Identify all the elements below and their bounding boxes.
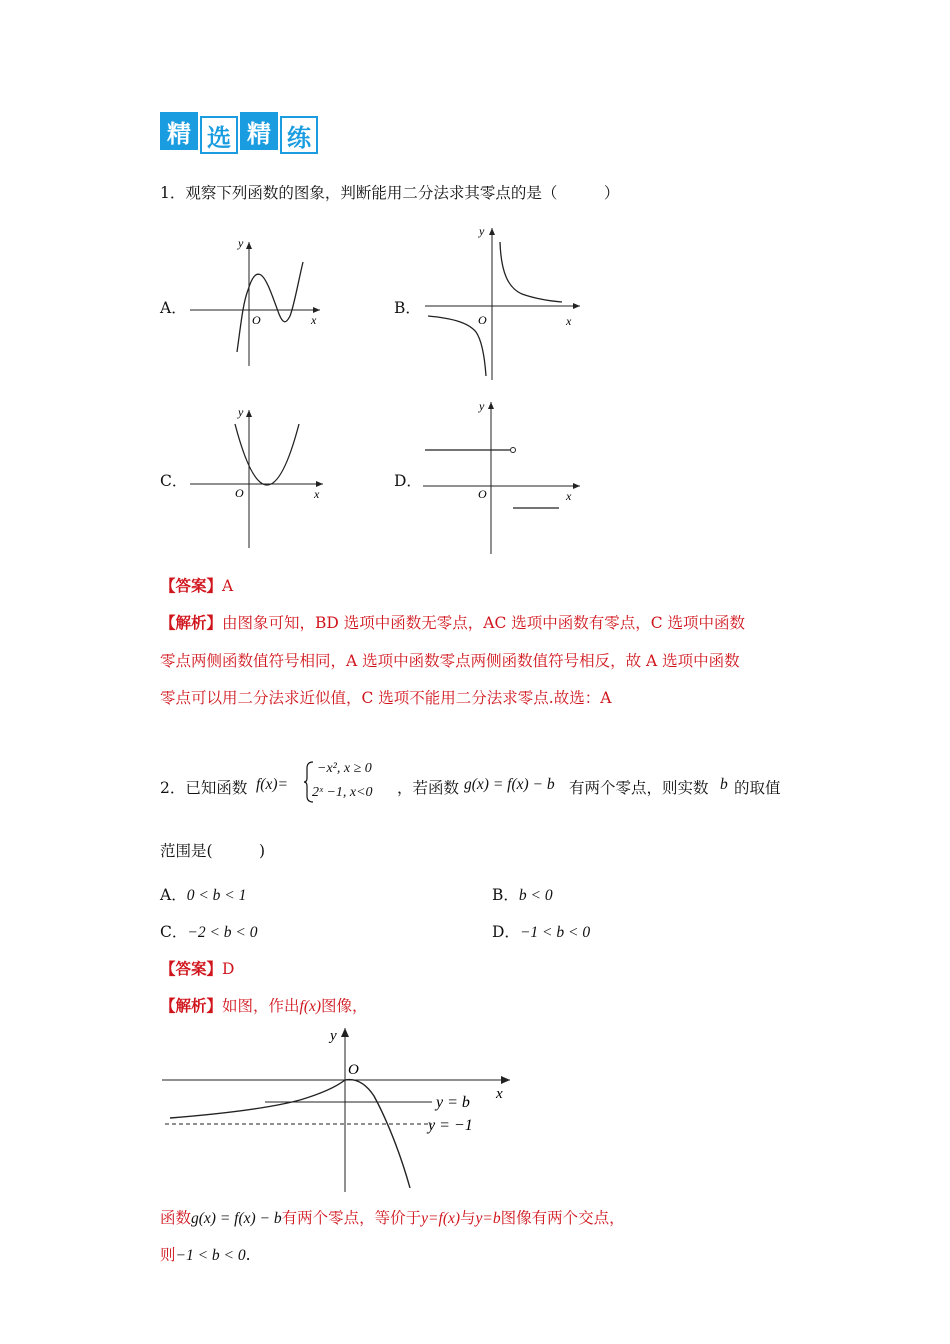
q1-option-d-label: D． (394, 472, 422, 490)
q2-option-d-label: D． (492, 923, 520, 941)
q2-option-d-text: −1 < b < 0 (519, 924, 591, 941)
q1-analysis-line1 (160, 611, 745, 633)
q2-option-b-text: b < 0 (518, 887, 553, 904)
q2-graph-origin-label: O (348, 1062, 359, 1078)
q2-option-c-text: −2 < b < 0 (187, 924, 258, 941)
q2-conclusion-line1 (160, 1206, 625, 1228)
graph-d-y-label: y (479, 399, 485, 413)
q2-conclusion-g: g(x) = f(x) − b (191, 1210, 282, 1227)
graph-d-origin-label: O (478, 487, 487, 501)
q2-conclusion-pre: 函数 (160, 1209, 192, 1227)
graph-b-y-label: y (479, 224, 485, 238)
q2-option-a-text: 0 < b < 1 (186, 887, 247, 904)
q1-graph-a (185, 228, 325, 370)
q1-answer-tag: 【答案】 (160, 576, 223, 595)
q2-stem-middle: ，若函数 (397, 779, 460, 797)
q2-g-def: g(x) = f(x) − b (464, 776, 555, 793)
q1-stem: 1．观察下列函数的图象，判断能用二分法求其零点的是（ ） (160, 184, 620, 202)
q2-stem-tail2: 的取值 (734, 779, 781, 797)
q1-option-a-label: A． (160, 299, 187, 317)
q1-graph-d (420, 396, 585, 556)
q1-graph-b (420, 222, 585, 382)
graph-d-x-label: x (566, 489, 572, 503)
q2-conclusion-and: 与 (460, 1209, 476, 1227)
q2-conclusion-line2-pre: 则 (160, 1246, 176, 1264)
q2-answer-tag: 【答案】 (160, 959, 223, 978)
q1-graph-c (185, 402, 330, 552)
logo-char-4: 练 (280, 116, 318, 154)
q2-option-b (492, 883, 553, 905)
q2-piece-1: −x², x ≥ 0 (317, 761, 372, 776)
q1-option-c-label: C． (160, 472, 188, 490)
q1-analysis-line2: 零点两侧函数值符号相同，A 选项中函数零点两侧函数值符号相反，故 A 选项中函数 (160, 652, 740, 670)
q2-option-b-label: B． (492, 886, 519, 904)
q2-stem-b: b (720, 776, 728, 793)
graph-c-origin-label: O (235, 486, 244, 500)
q2-stem-line2: 范围是( ) (160, 842, 266, 860)
q2-conclusion-eq1: y=f(x) (421, 1210, 461, 1227)
q2-option-d (492, 920, 590, 942)
graph-c-y-label: y (238, 405, 244, 419)
q2-answer-value: D (222, 960, 235, 978)
graph-a-y-label: y (238, 236, 244, 250)
q2-conclusion-line2 (160, 1243, 251, 1265)
q2-conclusion-range: −1 < b < 0 (175, 1247, 246, 1264)
q1-analysis-line3: 零点可以用二分法求近似值，C 选项不能用二分法求零点.故选：A (160, 689, 612, 707)
q2-graph-y-label: y (330, 1028, 337, 1044)
q2-answer (160, 957, 234, 979)
logo-char-2: 选 (200, 116, 238, 154)
q2-graph-x-label: x (496, 1086, 503, 1102)
q2-stem-num: 2．已知函数 (160, 779, 248, 797)
q2-analysis (160, 994, 368, 1016)
q2-graph-line-b-label: y = b (436, 1094, 470, 1111)
graph-a-origin-label: O (252, 313, 261, 327)
q2-analysis-text1: 如图，作出 (222, 997, 300, 1015)
q2-piece-2: 2ˣ −1, x<0 (312, 785, 373, 800)
q2-graph (160, 1022, 520, 1194)
graph-b-origin-label: O (478, 313, 487, 327)
q2-conclusion-end: . (245, 1246, 251, 1264)
logo-char-1: 精 (160, 112, 198, 150)
q2-graph-line-m1-label: y = −1 (428, 1117, 473, 1134)
q2-conclusion-mid: 有两个零点，等价于 (281, 1209, 422, 1227)
q2-analysis-text2: 图像， (321, 997, 368, 1015)
q1-answer (160, 574, 233, 596)
q2-option-c-label: C． (160, 923, 188, 941)
q2-option-c (160, 920, 258, 942)
q2-option-a (160, 883, 246, 905)
q2-conclusion-eq2: y=b (475, 1210, 501, 1227)
graph-b-x-label: x (566, 314, 572, 328)
q1-option-b-label: B． (394, 299, 421, 317)
graph-c-x-label: x (314, 487, 320, 501)
q2-conclusion-post: 图像有两个交点， (500, 1209, 625, 1227)
graph-a-x-label: x (311, 313, 317, 327)
q1-analysis-text1: 由图象可知，BD 选项中函数无零点，AC 选项中函数有零点，C 选项中函数 (222, 614, 746, 632)
q2-option-a-label: A． (160, 886, 187, 904)
logo-char-3: 精 (240, 112, 278, 150)
q2-analysis-fx: f(x) (299, 998, 322, 1015)
q2-analysis-tag: 【解析】 (160, 996, 223, 1015)
q2-f-def: f(x)= (256, 776, 288, 793)
q2-stem-tail: 有两个零点，则实数 (569, 779, 709, 797)
q1-analysis-tag: 【解析】 (160, 613, 223, 632)
q1-answer-value: A (222, 577, 234, 595)
